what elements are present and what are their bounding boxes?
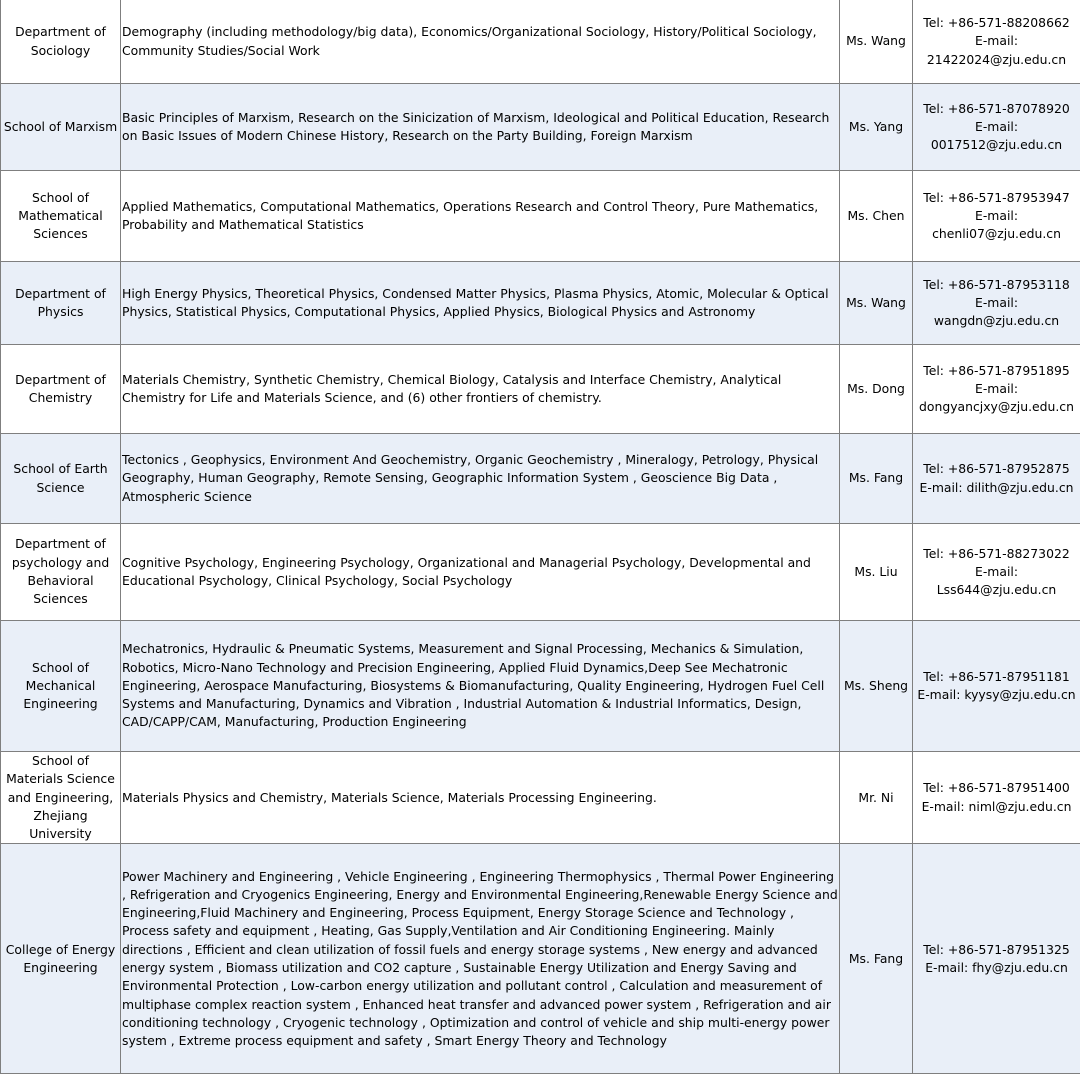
contact-info-cell [913,844,1080,1074]
department-cell: Department of Sociology [1,0,121,84]
email-text: dilith@zju.edu.cn [967,480,1074,495]
research-areas-cell: Demography (including methodology/big data), Economics/Organizational Sociology, History/Political Sociology, Community Studies/Social Work [121,0,840,84]
research-areas-cell: Mechatronics, Hydraulic & Pneumatic Systems, Measurement and Signal Processing, Mechanics & Simulation, Robotics, Micro-Nano Technology and Precision Engineering, Applied Fluid Dynamics,Deep See Mechatronic Engineering, Aerospace Manufacturing, Biosystems & Biomanufacturing, Quality Engineering, Hydrogen Fuel Cell Systems and Manufacturing, Dynamics and Vibration , Industrial Automation & Industrial Informatics, Design, CAD/CAPP/CAM, Manufacturing, Production Engineering [121,621,840,752]
tel-text: Tel: +86-571-87951325 [914,941,1079,959]
research-areas-cell: Basic Principles of Marxism, Research on the Sinicization of Marxism, Ideological and Political Education, Research on Basic Issues of Modern Chinese History, Research on the Party Building, Foreign Marxism [121,84,840,171]
tel-text: Tel: +86-571-88208662 [914,14,1079,32]
contact-info-cell [913,524,1080,621]
contact-person-cell: Ms. Wang [840,0,913,84]
tel-text: Tel: +86-571-87951181 [914,668,1079,686]
email-text: chenli07@zju.edu.cn [914,225,1079,243]
email-text: 0017512@zju.edu.cn [914,136,1079,154]
tel-text: Tel: +86-571-87952875 [914,460,1079,478]
department-cell: School of Mechanical Engineering [1,621,121,752]
research-areas-cell: Materials Physics and Chemistry, Materials Science, Materials Processing Engineering. [121,752,840,844]
tel-text: Tel: +86-571-87951895 [914,362,1079,380]
department-cell: Department of Physics [1,262,121,345]
department-cell: School of Materials Science and Engineering, Zhejiang University [1,752,121,844]
contact-info-cell [913,84,1080,171]
email-label: E-mail: [914,563,1079,581]
table-row [1,524,1080,621]
email-label: E-mail: [917,687,960,702]
research-areas-cell: Tectonics , Geophysics, Environment And Geochemistry, Organic Geochemistry , Mineralogy, Petrology, Physical Geography, Human Geography, Remote Sensing, Geographic Information System , Geoscience Big Data , Atmospheric Science [121,434,840,524]
table-row [1,171,1080,262]
email-label: E-mail: [922,799,965,814]
email-text: dongyancjxy@zju.edu.cn [914,398,1079,416]
table-row [1,844,1080,1074]
contact-person-cell: Ms. Dong [840,345,913,434]
tel-text: Tel: +86-571-87951400 [914,779,1079,797]
table-row [1,84,1080,171]
contact-person-cell: Ms. Chen [840,171,913,262]
contact-info-cell [913,752,1080,844]
tel-text: Tel: +86-571-88273022 [914,545,1079,563]
email-label: E-mail: [925,960,968,975]
email-text: Lss644@zju.edu.cn [914,581,1079,599]
tel-text: Tel: +86-571-87953947 [914,189,1079,207]
contact-person-cell: Mr. Ni [840,752,913,844]
email-text: 21422024@zju.edu.cn [914,51,1079,69]
table-row [1,621,1080,752]
email-label: E-mail: [914,380,1079,398]
email-text: fhy@zju.edu.cn [972,960,1068,975]
email-label: E-mail: [920,480,963,495]
table-row [1,752,1080,844]
contact-person-cell: Ms. Liu [840,524,913,621]
contact-info-cell [913,171,1080,262]
department-cell: Department of Chemistry [1,345,121,434]
department-cell: College of Energy Engineering [1,844,121,1074]
research-areas-cell: Power Machinery and Engineering , Vehicle Engineering , Engineering Thermophysics , Thermal Power Engineering , Refrigeration and Cryogenics Engineering, Energy and Environmental Engineering,Renewable Energy Science and Engineering,Fluid Machinery and Engineering, Process Equipment, Energy Storage Science and Technology , Process safety and equipment , Heating, Gas Supply,Ventilation and Air Conditioning Engineering. Mainly directions , Efficient and clean utilization of fossil fuels and energy storage systems , New energy and advanced energy system , Biomass utilization and CO2 capture , Sustainable Energy Utilization and Energy Saving and Environmental Protection , Low-carbon energy utilization and pollutant control , Calculation and measurement of multiphase complex reaction system , Enhanced heat transfer and advanced power system , Refrigeration and air conditioning technology , Cryogenic technology , Optimization and control of vehicle and ship multi-energy power system , Extreme process equipment and safety , Smart Energy Theory and Technology [121,844,840,1074]
email-label: E-mail: [914,32,1079,50]
contact-info-cell [913,621,1080,752]
table-row [1,262,1080,345]
email-label: E-mail: [914,118,1079,136]
department-cell: School of Earth Science [1,434,121,524]
table-row [1,345,1080,434]
contact-person-cell: Ms. Fang [840,844,913,1074]
email-label: E-mail: [914,207,1079,225]
department-cell: School of Marxism [1,84,121,171]
contact-info-cell [913,345,1080,434]
email-text: wangdn@zju.edu.cn [914,312,1079,330]
contact-info-cell [913,262,1080,345]
email-text: kyysy@zju.edu.cn [964,687,1075,702]
email-label: E-mail: [914,294,1079,312]
tel-text: Tel: +86-571-87953118 [914,276,1079,294]
research-areas-cell: Applied Mathematics, Computational Mathematics, Operations Research and Control Theory, Pure Mathematics, Probability and Mathematical Statistics [121,171,840,262]
contact-person-cell: Ms. Wang [840,262,913,345]
email-text: niml@zju.edu.cn [969,799,1072,814]
table-row [1,0,1080,84]
department-cell: Department of psychology and Behavioral Sciences [1,524,121,621]
contact-info-cell [913,434,1080,524]
contact-person-cell: Ms. Sheng [840,621,913,752]
tel-text: Tel: +86-571-87078920 [914,100,1079,118]
contact-info-cell [913,0,1080,84]
research-areas-cell: High Energy Physics, Theoretical Physics, Condensed Matter Physics, Plasma Physics, Atomic, Molecular & Optical Physics, Statistical Physics, Computational Physics, Applied Physics, Biological Physics and Astronomy [121,262,840,345]
contact-person-cell: Ms. Yang [840,84,913,171]
research-areas-cell: Materials Chemistry, Synthetic Chemistry, Chemical Biology, Catalysis and Interface Chemistry, Analytical Chemistry for Life and Materials Science, and (6) other frontiers of chemistry. [121,345,840,434]
table-row [1,434,1080,524]
research-areas-cell: Cognitive Psychology, Engineering Psychology, Organizational and Managerial Psychology, Developmental and Educational Psychology, Clinical Psychology, Social Psychology [121,524,840,621]
contact-person-cell: Ms. Fang [840,434,913,524]
department-cell: School of Mathematical Sciences [1,171,121,262]
